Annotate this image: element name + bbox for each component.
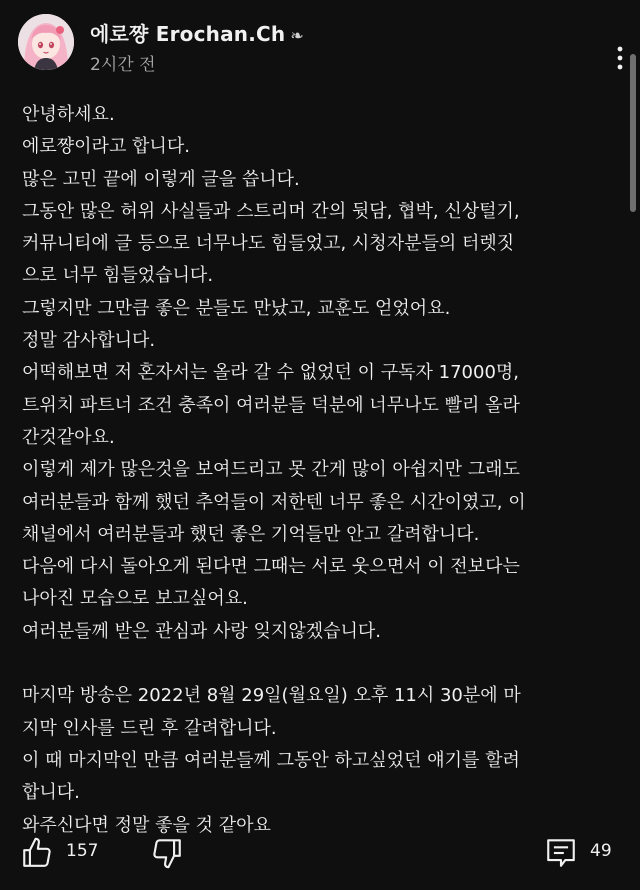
post-line: 마지막 방송은 2022년 8월 29일(월요일) 오후 11시 30분에 마	[22, 685, 521, 707]
channel-badge-icon: ❧	[290, 26, 304, 45]
post-line: 에로쨩이라고 합니다.	[22, 136, 190, 158]
channel-name-text: 에로쨩 Erochan.Ch	[90, 22, 286, 46]
post-line: 다음에 다시 돌아오게 된다면 그때는 서로 웃으면서 이 전보다는	[22, 556, 520, 578]
post-line: 그동안 많은 허위 사실들과 스트리머 간의 뒷담, 협박, 신상털기,	[22, 200, 520, 222]
avatar-illustration	[18, 14, 74, 70]
post-line: 간것같아요.	[22, 426, 115, 448]
post-line: 지막 인사를 드린 후 갈려합니다.	[22, 717, 277, 739]
channel-avatar[interactable]	[18, 14, 74, 70]
like-count: 157	[66, 841, 99, 861]
post-line: 와주신다면 정말 좋을 것 같아요	[22, 814, 271, 836]
post-line: 트위치 파트너 조건 충족이 여러분들 덕분에 너무나도 빨리 올라	[22, 394, 520, 416]
post-line: 안녕하세요.	[22, 104, 115, 125]
post-line: 채널에서 여러분들과 했던 좋은 기억들만 안고 갈려합니다.	[22, 523, 480, 545]
post-menu-button[interactable]	[608, 36, 632, 80]
thumbs-down-icon	[150, 836, 184, 870]
post-line: 이렇게 제가 많은것을 보여드리고 못 간게 많이 아쉽지만 그래도	[22, 459, 520, 481]
post-line: 으로 너무 힘들었습니다.	[22, 265, 214, 287]
post-line: 많은 고민 끝에 이렇게 글을 씁니다.	[22, 168, 300, 190]
channel-name[interactable]	[90, 18, 304, 47]
post-line: 이 때 마지막인 만큼 여러분들께 그동안 하고싶었던 얘기를 할려	[22, 749, 520, 771]
comment-button[interactable]	[544, 836, 578, 870]
post-timestamp: 2시간 전	[90, 55, 156, 75]
post-line: 합니다.	[22, 782, 80, 804]
like-button[interactable]	[20, 836, 54, 870]
post-line: 여러분들과 함께 했던 추억들이 저한텐 너무 좋은 시간이였고, 이	[22, 491, 526, 513]
dislike-button[interactable]	[150, 836, 184, 870]
post-line: 그렇지만 그만큼 좋은 분들도 만났고, 교훈도 얻었어요.	[22, 297, 451, 319]
thumbs-up-icon	[20, 836, 54, 870]
scrollbar-thumb[interactable]	[630, 54, 636, 212]
more-vertical-icon	[617, 46, 623, 70]
post-line: 커뮤니티에 글 등으로 너무나도 힘들었고, 시청자분들의 터렛짓	[22, 233, 515, 255]
post-line: 정말 감사합니다.	[22, 330, 156, 352]
post-header	[18, 14, 618, 76]
post-line: 나아진 모습으로 보고싶어요.	[22, 588, 248, 610]
post-body	[22, 99, 618, 842]
post-line: 여러분들께 받은 관심과 사랑 잊지않겠습니다.	[22, 620, 381, 642]
action-bar	[0, 828, 640, 876]
paragraph-break	[22, 648, 618, 680]
post-line: 어떡해보면 저 혼자서는 올라 갈 수 없었던 이 구독자 17000명,	[22, 362, 520, 384]
comment-count: 49	[590, 841, 612, 861]
comment-icon	[544, 836, 578, 870]
